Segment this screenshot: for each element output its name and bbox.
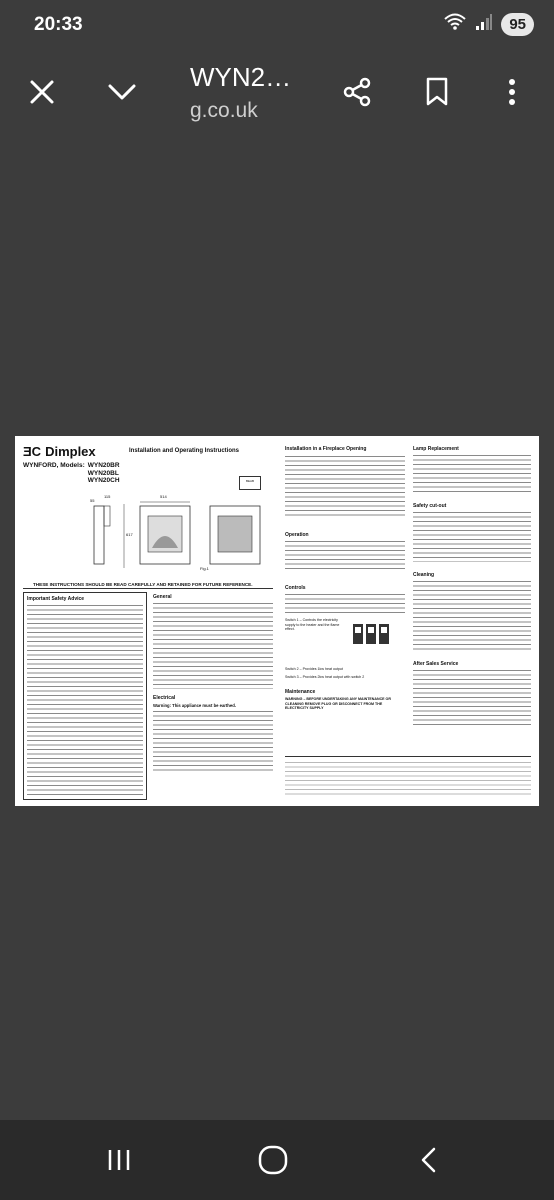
- models-row: WYNFORD, Models: WYN20BR WYN20BL WYN20CH: [23, 462, 120, 484]
- document-viewer[interactable]: [0, 140, 554, 1072]
- lamp-heading: Lamp Replacement: [413, 446, 459, 452]
- dim-width: 514: [160, 494, 167, 499]
- status-bar: [0, 0, 554, 52]
- recents-icon: [104, 1145, 134, 1175]
- dimplex-logo-icon: ƎC: [23, 444, 42, 459]
- controls-heading: Controls: [285, 585, 306, 591]
- safety-text: [27, 605, 143, 797]
- safety-heading: Important Safety Advice: [27, 596, 85, 602]
- fireplace-heading: Installation in a Fireplace Opening: [285, 446, 367, 452]
- document-page[interactable]: [15, 436, 539, 806]
- divider: [23, 588, 273, 589]
- safety-advice-box: [23, 592, 147, 800]
- brand-logo: ƎC Dimplex: [23, 444, 96, 459]
- middle-column: [285, 446, 405, 711]
- retain-instructions-warning: THESE INSTRUCTIONS SHOULD BE READ CAREFULLY AND RETAINED FOR FUTURE REFERENCE.: [33, 582, 253, 587]
- page-url: g.co.uk: [190, 99, 258, 122]
- heater-diagram: [90, 494, 270, 574]
- close-button[interactable]: [20, 70, 64, 114]
- bookmark-button[interactable]: [415, 70, 459, 114]
- title-block[interactable]: [190, 62, 320, 123]
- home-button[interactable]: [248, 1138, 298, 1182]
- switch3-text: Switch 3 – Provides 2kw heat output with switch 2: [285, 674, 365, 679]
- dim-height: 617: [126, 532, 133, 537]
- signal-icon: [475, 13, 493, 36]
- operation-heading: Operation: [285, 532, 309, 538]
- back-button[interactable]: [404, 1138, 454, 1182]
- after-sales-heading: After Sales Service: [413, 661, 459, 667]
- dim-top: 115: [104, 494, 111, 499]
- close-icon: [29, 79, 55, 105]
- doc-title: Installation and Operating Instructions: [129, 448, 240, 454]
- wifi-icon: [443, 12, 467, 37]
- browser-toolbar: [0, 52, 554, 138]
- dim-depth: 55: [90, 498, 95, 503]
- back-icon: [414, 1145, 444, 1175]
- bookmark-icon: [425, 77, 449, 107]
- expand-button[interactable]: [100, 70, 144, 114]
- electrical-heading: Electrical: [153, 695, 176, 701]
- right-column: [413, 446, 531, 728]
- footer-text: [285, 762, 531, 798]
- switch2-text: Switch 2 – Provides 1kw heat output: [285, 667, 343, 671]
- system-nav-bar: [0, 1120, 554, 1200]
- doc-header: [23, 444, 273, 485]
- chevron-down-icon: [107, 82, 137, 102]
- fig-label: Fig.1: [200, 566, 209, 571]
- share-icon: [342, 77, 372, 107]
- recents-button[interactable]: [94, 1138, 144, 1182]
- status-icons: [443, 12, 534, 37]
- maintenance-heading: Maintenance: [285, 689, 316, 696]
- more-options-button[interactable]: [490, 70, 534, 114]
- footer-divider: [285, 756, 531, 757]
- switch-panel-diagram: [349, 618, 393, 663]
- share-button[interactable]: [335, 70, 379, 114]
- maintenance-warning: WARNING – BEFORE UNDERTAKING ANY MAINTENANCE OR CLEANING REMOVE PLUG OR DISCONNECT FROM THE ELECTRICITY SUPPLY: [285, 697, 391, 711]
- general-section: General Electrical Warning: This appliance must be earthed.: [153, 594, 273, 771]
- beab-approved-badge: BEAB: [239, 476, 261, 490]
- cleaning-heading: Cleaning: [413, 572, 435, 578]
- earthed-warning: Warning: This appliance must be earthed.: [153, 703, 236, 708]
- status-time: 20:33: [34, 14, 83, 35]
- battery-badge: 95: [501, 13, 534, 36]
- home-icon: [256, 1143, 290, 1177]
- page-title: WYN2…: [190, 62, 292, 92]
- cutout-heading: Safety cut-out: [413, 503, 447, 509]
- more-vert-icon: [507, 77, 517, 107]
- switch1-text: Switch 1 – Controls the electricity supply to the heater and the flame effect.: [285, 618, 340, 632]
